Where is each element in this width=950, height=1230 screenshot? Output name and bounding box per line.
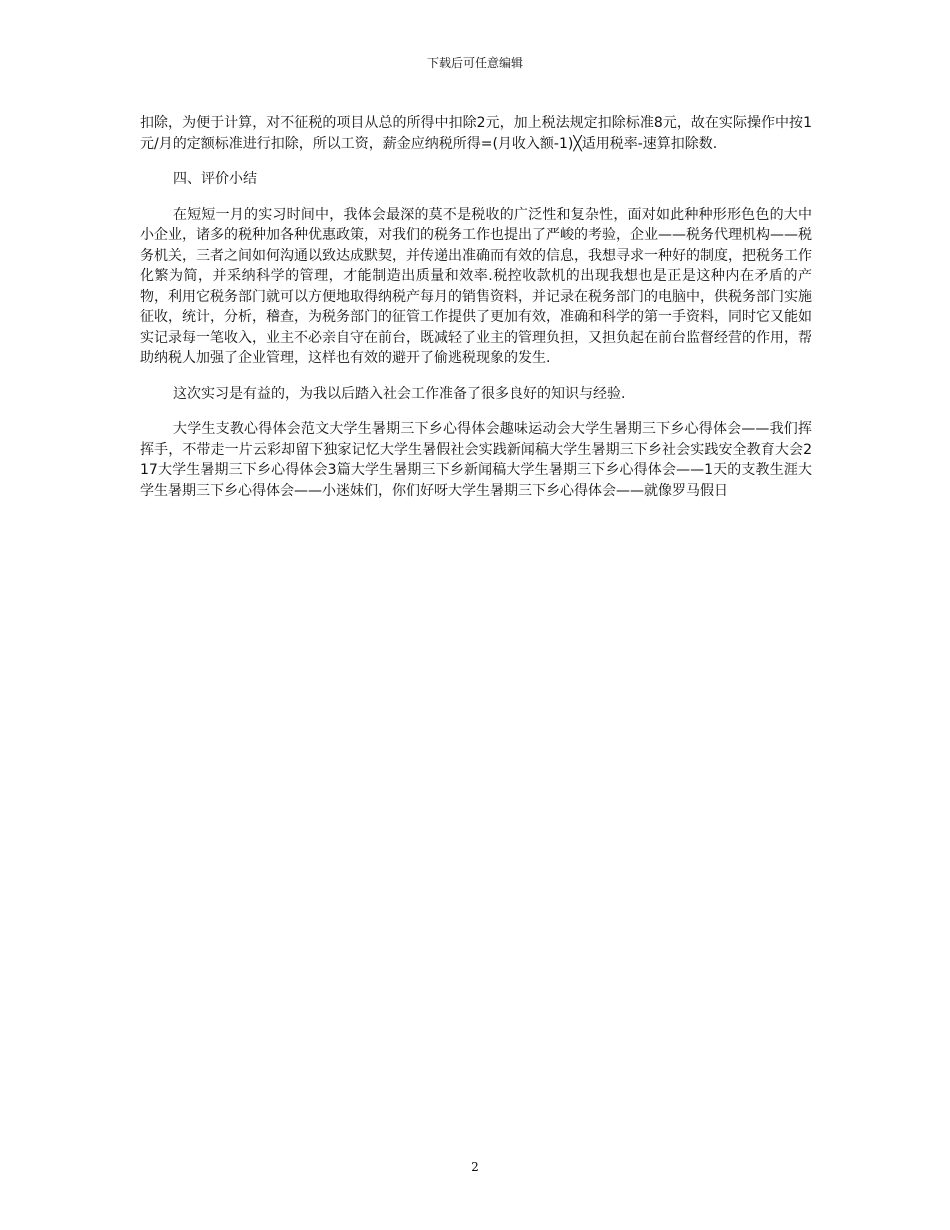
page-header: 下载后可任意编辑 [426,56,523,70]
paragraph-summary: 在短短一月的实习时间中，我体会最深的莫不是税收的广泛性和复杂性，面对如此种种形形色色的大中小企业，诸多的税种加各种优惠政策，对我们的税务工作也提出了严峻的考验，企业——税务代理机构——税务机关，三者之间如何沟通以致达成默契，并传递出准确而有效的信息，我想寻求一种好的制度，把税务工作化繁为简，并采纳科学的管理，才能制造出质量和效率.税控收款机的出现我想也是正是这种内在矛盾的产物，利用它税务部门就可以方便地取得纳税产每月的销售资料，并记录在税务部门的电脑中，供税务部门实施征收，统计，分析，稽查，为税务部门的征管工作提供了更加有效，准确和科学的第一手资料，同时它又能如实记录每一笔收入，业主不必亲自守在前台，既减轻了业主的管理负担，又担负起在前台监督经营的作用，帮助纳税人加强了企业管理，这样也有效的避开了偷逃税现象的发生. [140,206,812,366]
paragraph-related-links: 大学生支教心得体会范文大学生暑期三下乡心得体会趣味运动会大学生暑期三下乡心得体会——我们挥挥手，不带走一片云彩却留下独家记忆大学生暑假社会实践新闻稿大学生暑期三下乡社会实践安全教育大会217大学生暑期三下乡心得体会3篇大学生暑期三下乡新闻稿大学生暑期三下乡心得体会——1天的支教生涯大学生暑期三下乡心得体会——小迷妹们，你们好呀大学生暑期三下乡心得体会——就像罗马假日 [140,421,812,499]
paragraph-tax-deduction: 扣除，为便于计算，对不征税的项目从总的所得中扣除2元，加上税法规定扣除标准8元，故在实际操作中按1元/月的定额标准进行扣除，所以工资，薪金应纳税所得=(月收入额-1)╳适用税率-速算扣除数. [140,115,812,152]
section-heading: 四、评价小结 [173,171,257,187]
paragraph-conclusion: 这次实习是有益的，为我以后踏入社会工作准备了很多良好的知识与经验. [173,385,626,402]
document-body [140,113,812,516]
page-number: 2 [471,1160,479,1174]
